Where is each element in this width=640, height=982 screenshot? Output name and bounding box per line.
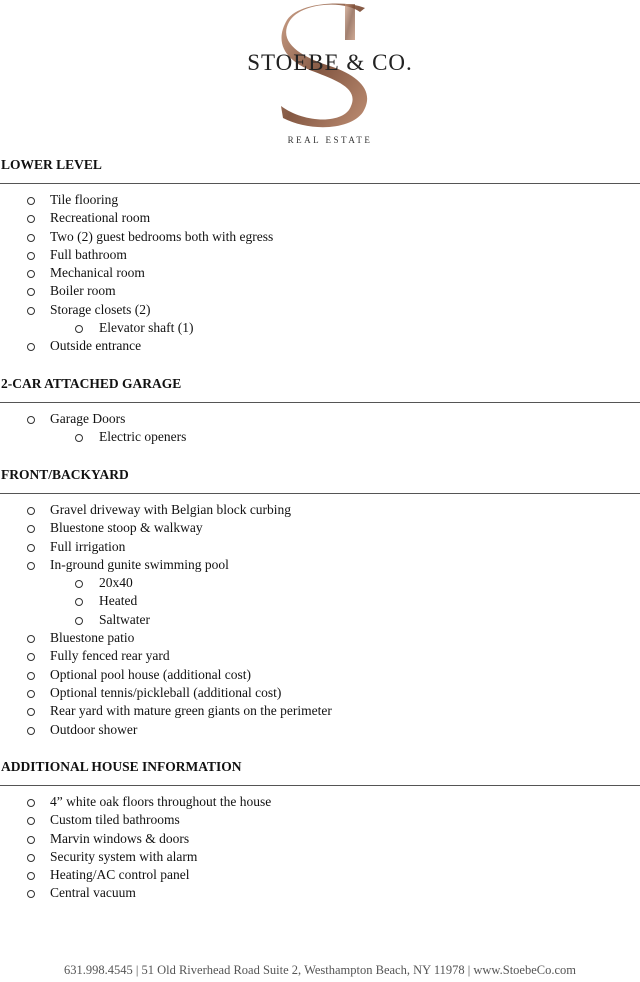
section-divider bbox=[0, 183, 640, 184]
list-item-text: Recreational room bbox=[50, 210, 151, 226]
circle-bullet-icon bbox=[27, 727, 35, 735]
circle-bullet-icon bbox=[27, 416, 35, 424]
circle-bullet-icon bbox=[27, 653, 35, 661]
circle-bullet-icon bbox=[27, 197, 35, 205]
list-item-text: Security system with alarm bbox=[50, 848, 198, 864]
circle-bullet-icon bbox=[27, 288, 35, 296]
circle-bullet-icon bbox=[27, 252, 35, 260]
circle-bullet-icon bbox=[27, 635, 35, 643]
list-item-text: Saltwater bbox=[99, 611, 150, 627]
circle-bullet-icon bbox=[27, 890, 35, 898]
circle-bullet-icon bbox=[27, 544, 35, 552]
list-item-text: In-ground gunite swimming pool bbox=[50, 556, 229, 572]
section-heading: LOWER LEVEL bbox=[1, 157, 102, 172]
section-divider bbox=[0, 493, 640, 494]
circle-bullet-icon bbox=[27, 817, 35, 825]
list-item-text: Full irrigation bbox=[50, 538, 126, 554]
list-item-text: 20x40 bbox=[99, 575, 133, 591]
footer-contact: 631.998.4545 | 51 Old Riverhead Road Suite 2, Westhampton Beach, NY 11978 | www.StoebeCo.com bbox=[63, 963, 577, 977]
section bbox=[0, 374, 640, 445]
list-item-text: Full bathroom bbox=[50, 246, 127, 262]
circle-bullet-icon bbox=[27, 215, 35, 223]
circle-bullet-icon bbox=[27, 270, 35, 278]
list-item-text: Marvin windows & doors bbox=[50, 830, 190, 846]
list-item-text: Central vacuum bbox=[50, 885, 136, 901]
list-item-text: 4” white oak floors throughout the house bbox=[50, 794, 272, 809]
section bbox=[0, 155, 640, 354]
list-item-text: Bluestone patio bbox=[50, 630, 135, 646]
circle-bullet-icon bbox=[27, 799, 35, 807]
circle-bullet-icon bbox=[27, 234, 35, 242]
circle-bullet-icon bbox=[75, 434, 83, 442]
list-item-text: Fully fenced rear yard bbox=[50, 648, 170, 664]
section-heading: 2-CAR ATTACHED GARAGE bbox=[1, 376, 182, 391]
list-item-text: Tile flooring bbox=[50, 192, 119, 207]
circle-bullet-icon bbox=[75, 325, 83, 333]
section-heading: FRONT/BACKYARD bbox=[1, 467, 129, 482]
circle-bullet-icon bbox=[27, 854, 35, 862]
list-item-text: Garage Doors bbox=[50, 411, 126, 426]
section bbox=[0, 757, 640, 901]
list-item-text: Storage closets (2) bbox=[50, 301, 151, 317]
list-item-text: Bluestone stoop & walkway bbox=[50, 520, 203, 536]
section bbox=[0, 465, 640, 737]
circle-bullet-icon bbox=[75, 617, 83, 625]
list-item-text: Heated bbox=[99, 593, 138, 609]
brand-name: STOEBE & CO. bbox=[247, 50, 413, 75]
list-item-text: Boiler room bbox=[50, 283, 116, 299]
circle-bullet-icon bbox=[27, 525, 35, 533]
list-item-text: Electric openers bbox=[99, 429, 187, 445]
circle-bullet-icon bbox=[75, 580, 83, 588]
circle-bullet-icon bbox=[27, 307, 35, 315]
list-item-text: Outdoor shower bbox=[50, 721, 138, 737]
circle-bullet-icon bbox=[27, 872, 35, 880]
circle-bullet-icon bbox=[27, 836, 35, 844]
list-item-text: Custom tiled bathrooms bbox=[50, 812, 180, 828]
section-heading: ADDITIONAL HOUSE INFORMATION bbox=[1, 759, 242, 774]
list-item-text: Rear yard with mature green giants on the perimeter bbox=[50, 703, 332, 719]
circle-bullet-icon bbox=[27, 562, 35, 570]
list-item-text: Mechanical room bbox=[50, 265, 145, 281]
list-item-text: Elevator shaft (1) bbox=[99, 320, 194, 336]
circle-bullet-icon bbox=[27, 343, 35, 351]
section-divider bbox=[0, 785, 640, 786]
circle-bullet-icon bbox=[27, 507, 35, 515]
brand-tagline: REAL ESTATE bbox=[287, 135, 373, 145]
circle-bullet-icon bbox=[27, 708, 35, 716]
section-divider bbox=[0, 402, 640, 403]
circle-bullet-icon bbox=[27, 672, 35, 680]
list-item-text: Outside entrance bbox=[50, 338, 142, 354]
list-item-text: Gravel driveway with Belgian block curbing bbox=[50, 502, 292, 517]
list-item-text: Optional tennis/pickleball (additional cost) bbox=[50, 684, 282, 700]
list-item-text: Two (2) guest bedrooms both with egress bbox=[50, 228, 274, 244]
list-item-text: Heating/AC control panel bbox=[50, 867, 190, 883]
circle-bullet-icon bbox=[27, 690, 35, 698]
list-item-text: Optional pool house (additional cost) bbox=[50, 666, 251, 682]
company-logo bbox=[240, 0, 420, 150]
circle-bullet-icon bbox=[75, 598, 83, 606]
